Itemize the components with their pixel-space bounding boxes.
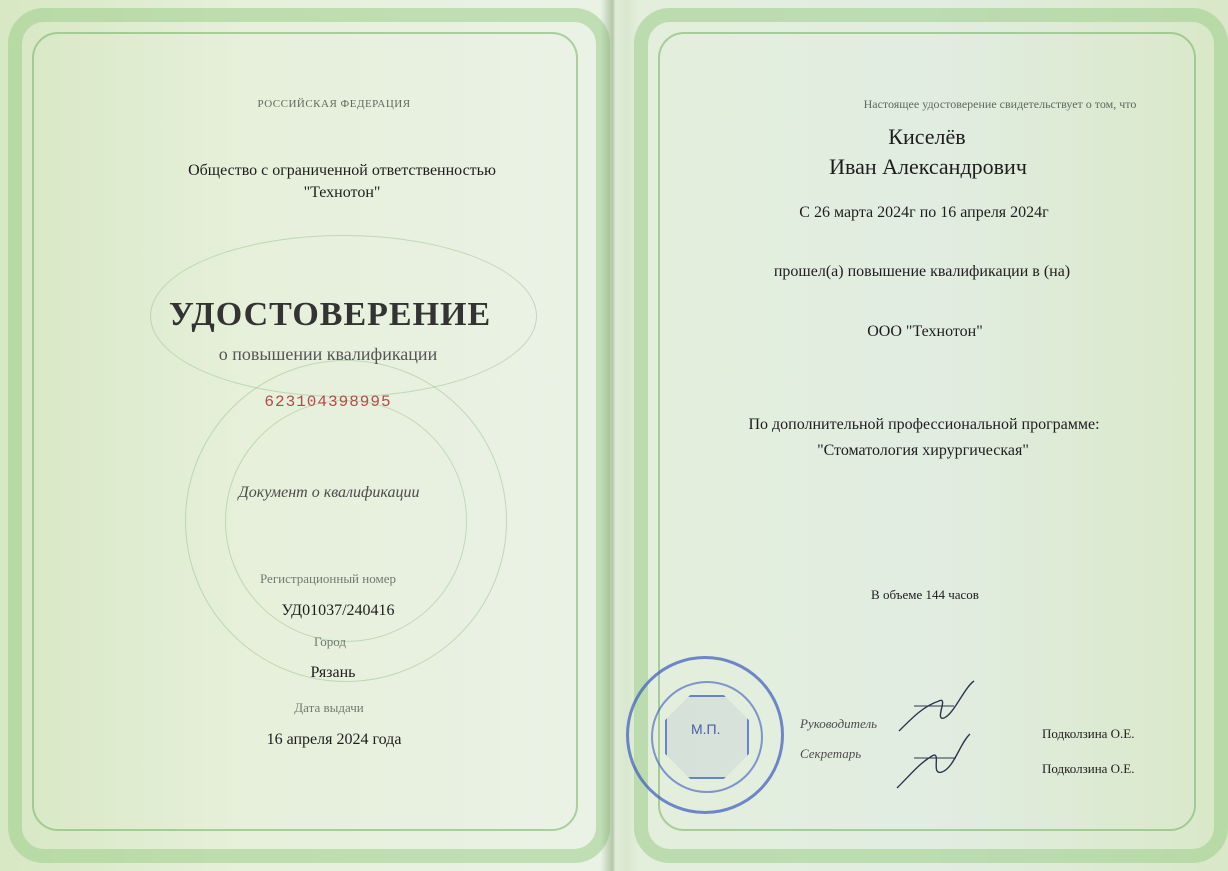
document-subtitle: о повышении квалификации [218,344,438,364]
country-label: РОССИЙСКАЯ ФЕДЕРАЦИЯ [257,98,411,110]
head-label: Руководитель [800,716,878,731]
training-volume: В объеме 144 часов [871,587,979,602]
head-name: Подколзина О.Е. [1042,726,1135,741]
city-value: Рязань [310,664,356,681]
organization-stamp [626,656,784,814]
secretary-label: Секретарь [800,746,862,761]
stamp-mp-label: М.П. [691,721,721,737]
program-label: По дополнительной профессиональной программе: [748,416,1100,433]
serial-number: 623104398995 [264,393,392,411]
secretary-signature [892,728,982,798]
recipient-given-names: Иван Александрович [829,154,1027,179]
document-title: УДОСТОВЕРЕНИЕ [168,296,492,333]
training-period: С 26 марта 2024г по 16 апреля 2024г [799,204,1049,221]
qualification-passed: прошел(а) повышение квалификации в (на) [773,263,1071,280]
reg-number-value: УД01037/240416 [281,602,395,619]
document-kind: Документ о квалификации [238,484,420,501]
org-name-line1: Общество с ограниченной ответственностью [188,162,496,179]
program-name: "Стоматология хирургическая" [817,442,1029,459]
org-name-line2: "Технотон" [303,184,381,201]
secretary-name: Подколзина О.Е. [1042,761,1135,776]
reg-number-label: Регистрационный номер [260,571,396,586]
city-label: Город [313,634,347,649]
intro-text: Настоящее удостоверение свидетельствует о том, что [863,97,1137,111]
issue-date-value: 16 апреля 2024 года [266,731,402,748]
issue-date-label: Дата выдачи [294,700,364,715]
training-organization: ООО "Технотон" [867,323,983,340]
recipient-surname: Киселёв [888,124,966,149]
